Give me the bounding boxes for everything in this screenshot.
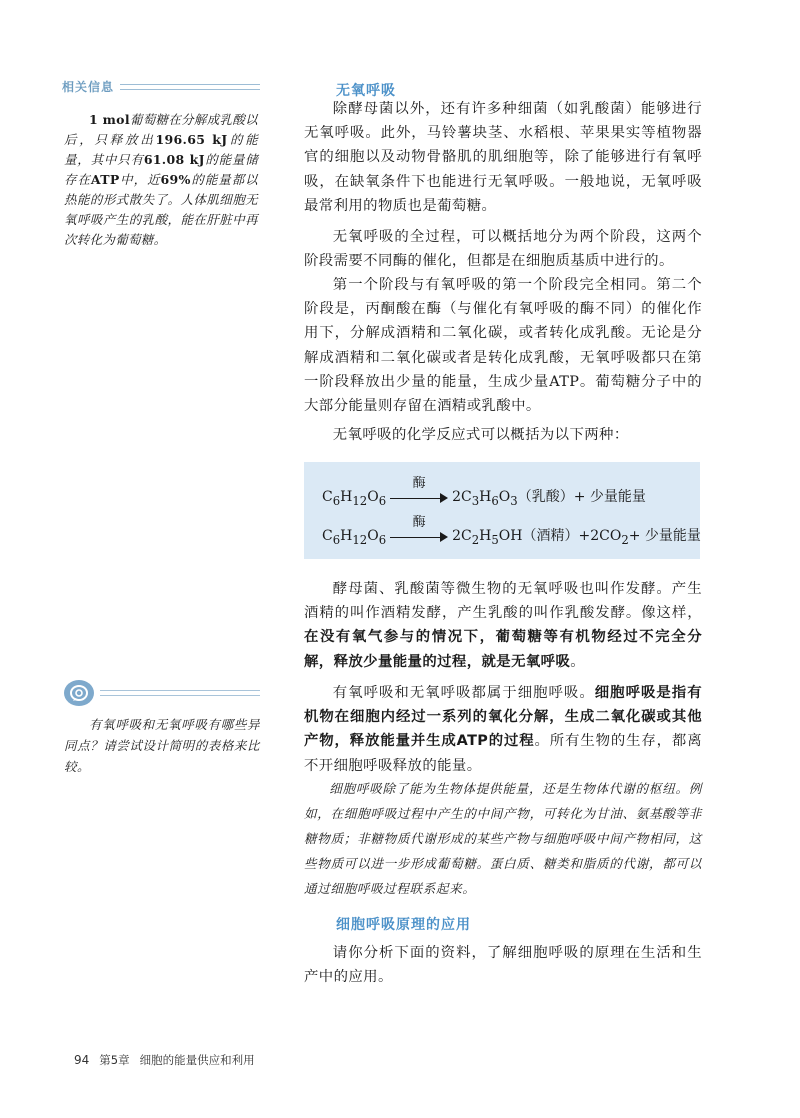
section-title-application: 细胞呼吸原理的应用 (336, 917, 471, 933)
related-info-header (62, 78, 260, 95)
paragraph-2: 无氧呼吸的全过程，可以概括地分为两个阶段，这两个阶段需要不同酶的催化，但都是在细胞质基质中进行的。 (304, 229, 702, 270)
eq2-enzyme-label: 酶 (412, 514, 426, 530)
eq1-enzyme-label: 酶 (412, 475, 426, 491)
related-info-note: 1 mol葡萄糖在分解成乳酸以后，只释放出196.65 kJ的能量，其中只有61.08 kJ的能量储存在ATP中，近69%的能量都以热能的形式散失了。人体肌细胞无氧呼吸产生的乳酸，能在肝脏中再次转化为葡萄糖。 (64, 112, 259, 247)
eq1-arrow (390, 475, 448, 508)
discussion-text: 有氧呼吸和无氧呼吸有哪些异同点？请尝试设计简明的表格来比较。 (64, 717, 260, 774)
paragraph-1: 除酵母菌以外，还有许多种细菌（如乳酸菌）能够进行无氧呼吸。此外，马铃薯块茎、水稻根、苹果果实等植物器官的细胞以及动物骨骼肌的肌细胞等，除了能够进行有氧呼吸，在缺氧条件下也能进行无氧呼吸。一般地说，无氧呼吸最常利用的物质也是葡萄糖。 (304, 101, 702, 214)
discussion-rule (100, 690, 260, 696)
paragraph-8: 请你分析下面的资料，了解细胞呼吸的原理在生活和生产中的应用。 (304, 945, 702, 986)
discussion-icon (64, 680, 94, 706)
section-title-anaerobic: 无氧呼吸 (336, 83, 396, 99)
equation-alcohol (322, 514, 701, 547)
equation-box (304, 462, 700, 559)
paragraph-4: 无氧呼吸的化学反应式可以概括为以下两种： (332, 427, 629, 443)
eq2-arrow (390, 514, 448, 547)
eq2-products: $2C_2H_5OH$（酒精）$+2CO_2+$ 少量能量 (452, 528, 701, 547)
related-info-rule (120, 84, 260, 90)
paragraph-6: 有氧呼吸和无氧呼吸都属于细胞呼吸。细胞呼吸是指有机物在细胞内经过一系列的氧化分解，生成二氧化碳或其他产物，释放能量并生成ATP的过程。所有生物的生存，都离不开细胞呼吸释放的能量。 (304, 685, 702, 774)
chapter-title: 细胞的能量供应和利用 (139, 1053, 255, 1067)
paragraph-5: 酵母菌、乳酸菌等微生物的无氧呼吸也叫作发酵。产生酒精的叫作酒精发酵，产生乳酸的叫作乳酸发酵。像这样，在没有氧气参与的情况下，葡萄糖等有机物经过不完全分解，释放少量能量的过程，就是无氧呼吸。 (304, 581, 702, 670)
related-info-label: 相关信息 (62, 80, 115, 94)
page-footer (74, 1052, 255, 1068)
paragraph-3: 第一个阶段与有氧呼吸的第一个阶段完全相同。第二个阶段是，丙酮酸在酶（与催化有氧呼吸的酶不同）的催化作用下，分解成酒精和二氧化碳，或者转化成乳酸。无论是分解成酒精和二氧化碳或者是转化成乳酸，无氧呼吸都只在第一阶段释放出少量的能量，生成少量ATP。葡萄糖分子中的大部分能量则存留在酒精或乳酸中。 (304, 277, 702, 415)
chapter-number: 第5章 (99, 1053, 130, 1067)
equation-lactic (322, 475, 646, 508)
eq1-reactant: $C_6H_{12}O_6$ (322, 489, 387, 508)
page-number: 94 (74, 1053, 90, 1067)
eq1-products: $2C_3H_6O_3$（乳酸）+ 少量能量 (452, 489, 646, 508)
paragraph-7: 细胞呼吸除了能为生物体提供能量，还是生物体代谢的枢纽。例如，在细胞呼吸过程中产生的中间产物，可转化为甘油、氨基酸等非糖物质；非糖物质代谢形成的某些产物与细胞呼吸中间产物相同，这些物质可以进一步形成葡萄糖。蛋白质、糖类和脂质的代谢，都可以通过细胞呼吸过程联系起来。 (304, 781, 702, 896)
eq2-reactant: $C_6H_{12}O_6$ (322, 528, 387, 547)
